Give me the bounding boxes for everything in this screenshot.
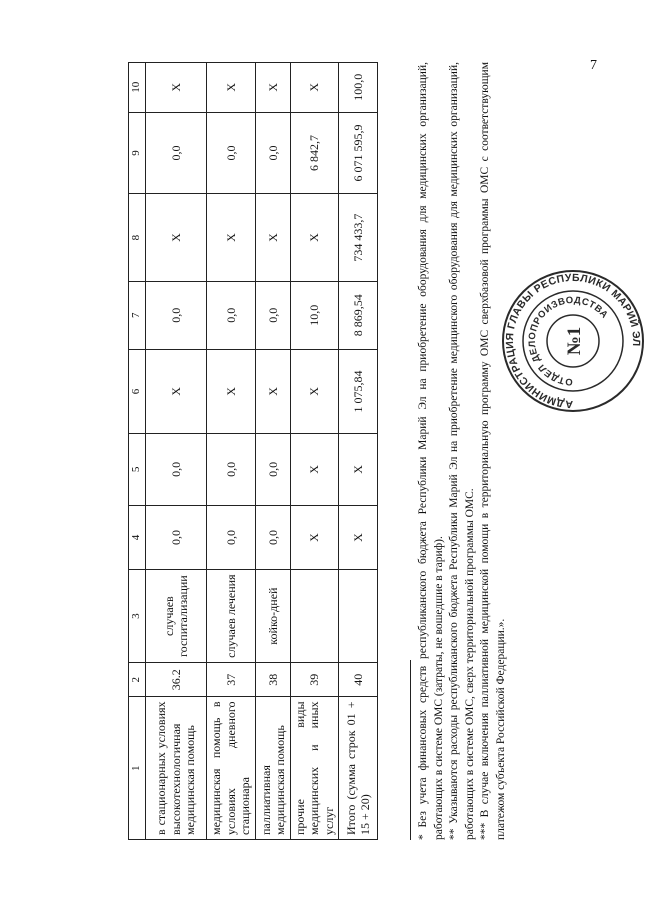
page-number: 7 xyxy=(590,58,597,73)
row-code: 39 xyxy=(291,662,339,696)
table-cell: Х xyxy=(256,63,291,113)
header-cell: 2 xyxy=(129,662,146,696)
header-cell: 5 xyxy=(129,434,146,506)
table-cell: 0,0 xyxy=(146,434,207,506)
footnote-divider xyxy=(410,660,411,840)
footnote: ** Указываются расходы республиканского бюджета Республики Марий Эл на приобретение медицинского оборудования для медицинских организаций, работающих в системе ОМС, сверх территориальной программы ОМС. xyxy=(448,62,476,840)
table-cell: 0,0 xyxy=(146,505,207,569)
table-cell: Х xyxy=(291,505,339,569)
header-cell: 1 xyxy=(129,697,146,840)
table-cell: 0,0 xyxy=(207,281,256,349)
svg-text:АДМИНИСТРАЦИЯ ГЛАВЫ РЕСПУБЛИКИ: АДМИНИСТРАЦИЯ ГЛАВЫ РЕСПУБЛИКИ МАРИЙ ЭЛ xyxy=(503,271,643,411)
header-cell: 7 xyxy=(129,281,146,349)
table-cell: 0,0 xyxy=(207,434,256,506)
header-cell: 10 xyxy=(129,63,146,113)
row-name: Итого (сумма строк 01 + 15 + 20) xyxy=(339,697,378,840)
row-name: медицинская помощь в условиях дневного стационара xyxy=(207,697,256,840)
table-cell: 6 071 595,9 xyxy=(339,112,378,194)
table-cell: Х xyxy=(146,194,207,281)
table-cell: Х xyxy=(207,63,256,113)
table-cell: Х xyxy=(256,194,291,281)
table-cell: 0,0 xyxy=(256,434,291,506)
table-row xyxy=(146,63,207,840)
table-cell: 734 433,7 xyxy=(339,194,378,281)
table-cell: 8 869,54 xyxy=(339,281,378,349)
table-row xyxy=(207,63,256,840)
rotated-page-content xyxy=(128,62,643,862)
row-code: 36.2 xyxy=(146,662,207,696)
table-cell: Х xyxy=(146,63,207,113)
table-cell: 0,0 xyxy=(207,505,256,569)
row-unit: койко-дней xyxy=(256,570,291,663)
table-cell: 0,0 xyxy=(207,112,256,194)
row-unit xyxy=(339,570,378,663)
header-cell: 3 xyxy=(129,570,146,663)
table-cell: 0,0 xyxy=(256,505,291,569)
row-name: паллиативная медицинская помощь xyxy=(256,697,291,840)
table-row xyxy=(256,63,291,840)
header-cell: 8 xyxy=(129,194,146,281)
row-unit: случаев лечения xyxy=(207,570,256,663)
row-unit: случаев госпитализации xyxy=(146,570,207,663)
table-cell: 1 075,84 xyxy=(339,349,378,433)
footnote: * Без учета финансовых средств республиканского бюджета Республики Марий Эл на приобретение оборудования для медицинских организаций, работающих в системе ОМС (затраты, не вошедшие в тариф). xyxy=(417,62,445,840)
header-cell: 9 xyxy=(129,112,146,194)
table-cell: 100,0 xyxy=(339,63,378,113)
expenses-table xyxy=(128,62,378,840)
table-cell: Х xyxy=(291,349,339,433)
table-cell: 0,0 xyxy=(256,281,291,349)
row-name: в стационарных условиях высокотехнологичная медицинская помощь xyxy=(146,697,207,840)
table-cell: 0,0 xyxy=(256,112,291,194)
footnote: *** В случае включения паллиативной медицинской помощи в территориальную программу ОМС сверхбазовой программы ОМС с соответствующим платежом субъекта Российской Федерации.». xyxy=(479,62,507,840)
row-code: 40 xyxy=(339,662,378,696)
table-cell: 0,0 xyxy=(146,281,207,349)
svg-text:ОТДЕЛ ДЕЛОПРОИЗВОДСТВА: ОТДЕЛ ДЕЛОПРОИЗВОДСТВА xyxy=(526,294,611,388)
table-cell: Х xyxy=(256,349,291,433)
official-seal-stamp xyxy=(500,268,646,414)
footnotes xyxy=(416,62,509,840)
header-cell: 6 xyxy=(129,349,146,433)
svg-text:№1: №1 xyxy=(564,326,585,356)
header-cell: 4 xyxy=(129,505,146,569)
table-cell: Х xyxy=(291,194,339,281)
table-cell: Х xyxy=(291,63,339,113)
table-cell: Х xyxy=(146,349,207,433)
row-name: прочие виды медицинских и иных услуг xyxy=(291,697,339,840)
table-cell: Х xyxy=(339,505,378,569)
table-cell: Х xyxy=(339,434,378,506)
table-row xyxy=(339,63,378,840)
table-cell: Х xyxy=(291,434,339,506)
table-cell: Х xyxy=(207,349,256,433)
table-cell: 10,0 xyxy=(291,281,339,349)
table-cell: Х xyxy=(207,194,256,281)
table-cell: 6 842,7 xyxy=(291,112,339,194)
table-row xyxy=(291,63,339,840)
table-cell: 0,0 xyxy=(146,112,207,194)
table-header-row xyxy=(129,63,146,840)
row-unit xyxy=(291,570,339,663)
row-code: 38 xyxy=(256,662,291,696)
row-code: 37 xyxy=(207,662,256,696)
